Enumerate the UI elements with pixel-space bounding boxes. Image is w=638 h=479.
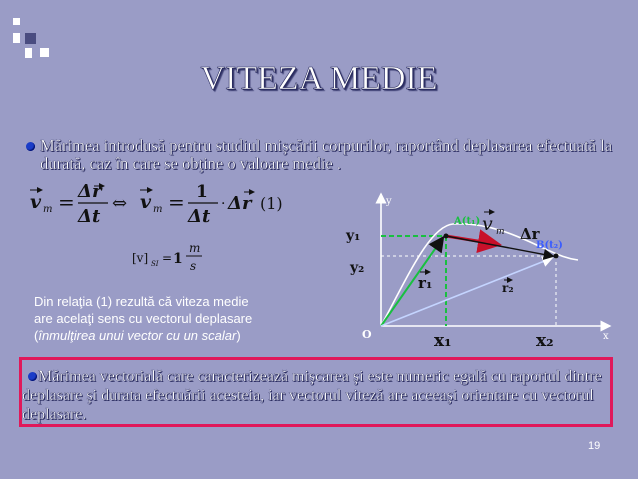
note-line-2: are acelaţi sens cu vectorul deplasare bbox=[34, 311, 253, 326]
vm-sub-label: m bbox=[496, 227, 505, 237]
formula-one: 1 bbox=[196, 182, 208, 202]
formula-delta-r: Δr bbox=[78, 181, 102, 202]
note-text bbox=[34, 293, 324, 344]
r2-label: r₂ bbox=[502, 281, 514, 295]
unit-sub: SI bbox=[151, 260, 159, 268]
intro-text: Mărimea introdusă pentru studiul mişcării corpurilor, raportând deplasarea efectuată la durată, caz în care se obţine o valoare medie . bbox=[40, 136, 613, 173]
x2-label: x₂ bbox=[536, 331, 554, 348]
formula-delta-t: Δt bbox=[78, 206, 101, 227]
unit-eq: = bbox=[162, 251, 173, 265]
delta-r-label: Δr bbox=[520, 225, 540, 243]
formula-delta-t2: Δt bbox=[188, 206, 211, 227]
vm-label: v bbox=[482, 213, 493, 235]
r1-label: r₁ bbox=[418, 274, 433, 292]
axis-x-label: x bbox=[603, 331, 609, 342]
formula-eq: = bbox=[58, 190, 75, 214]
formula-dot: · bbox=[221, 196, 226, 212]
y2-label: y₂ bbox=[350, 260, 365, 276]
formula-delta-r2: Δr bbox=[228, 193, 252, 214]
unit-s: s bbox=[190, 259, 197, 273]
x1-label: x₁ bbox=[434, 331, 452, 348]
unit-one: 1 bbox=[173, 251, 183, 267]
motion-graph bbox=[338, 186, 616, 348]
point-a-label: A(t₁) bbox=[454, 216, 481, 227]
origin-label: O bbox=[362, 328, 372, 341]
point-a bbox=[444, 234, 449, 239]
formula-v: v bbox=[30, 191, 42, 213]
formula-sub-m2: m bbox=[153, 204, 163, 215]
y1-label: y₁ bbox=[346, 228, 361, 244]
note-italic: înmulţirea unui vector cu un scalar bbox=[38, 328, 237, 343]
bullet-icon bbox=[26, 142, 35, 151]
point-b-label: B(t₂) bbox=[536, 240, 563, 251]
formula-eq2: = bbox=[168, 190, 185, 214]
formula-eq-number: (1) bbox=[260, 194, 283, 213]
unit-m: m bbox=[189, 241, 201, 255]
formula-sub-m: m bbox=[43, 204, 53, 215]
formula-v2: v bbox=[140, 191, 152, 213]
point-b bbox=[554, 254, 559, 259]
formula-average-velocity bbox=[28, 178, 368, 278]
vector-r2 bbox=[381, 258, 552, 326]
definition-text bbox=[22, 367, 614, 424]
slide-title: VITEZA MEDIE bbox=[200, 60, 438, 97]
unit-bracket: [v] bbox=[132, 251, 149, 265]
definition-text-content: Mărimea vectorială care caracterizează mişcarea şi este numeric egală cu raportul dintre deplasare şi durata efectuării acesteia, iar vectorul viteză are aceeaşi orientare cu vectorul deplasare. bbox=[22, 368, 602, 423]
note-line-1: Din relaţia (1) rezultă că viteza medie bbox=[34, 294, 249, 309]
formula-iff: ⇔ bbox=[112, 193, 128, 214]
axis-y-label: y bbox=[386, 196, 392, 207]
page-number: 19 bbox=[588, 440, 601, 452]
note-line-3: (înmulţirea unui vector cu un scalar) bbox=[34, 328, 241, 343]
vector-r1 bbox=[381, 239, 442, 326]
